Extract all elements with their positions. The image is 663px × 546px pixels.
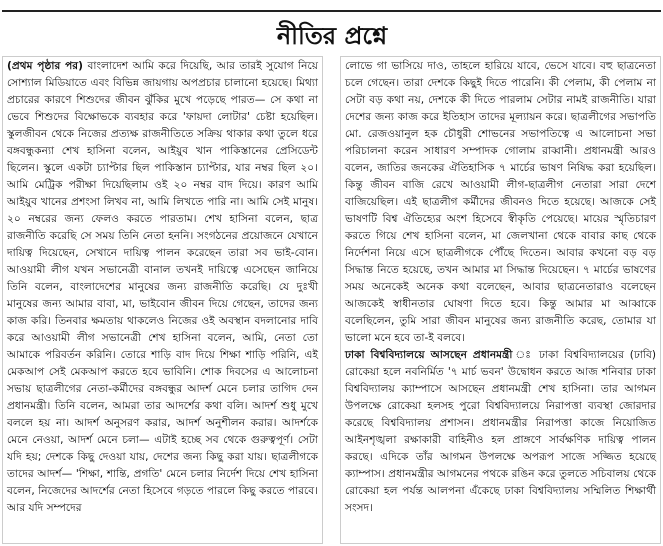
page-title: নীতির প্রশ্নে (276, 22, 388, 50)
left-paragraph (7, 58, 318, 517)
right-paragraph-2 (345, 347, 656, 517)
left-body-text: বাংলাদেশ আমি করে দিয়েছি, আর তারই সুযোগ নিয়ে সোশ্যাল মিডিয়াতে এবং বিভিন্ন জায়গায় অপপ্রচার চালানো হয়েছে। মিথ্যা প্রচারের কারণে শিশুদের জীবন ঝুঁকির মুখে পড়েছে পারত— সে কথা না ভেবে শিশুদের বিক্ষোভকে ব্যবহার করে 'ফায়দা লোটার' চেষ্টা হয়েছিল। স্কুলজীবন থেকে নিজের প্রত্যক্ষ রাজনীতিতে সক্রিয় থাকার কথা তুলে ধরে বঙ্গবন্ধুকন্যা শেখ হাসিনা বলেন, আইয়ুব খান পাকিস্তানের প্রেসিডেন্ট ছিলেন। স্কুলে একটা চ্যাপ্টার ছিল পাকিস্তান চ্যাপ্টার, যার নম্বর ছিল ২০। আমি মেট্রিক পরীক্ষা দিয়েছিলাম ওই ২০ নম্বর বাদ দিয়ে। কারণ আমি আইয়ুব খানের প্রশংসা লিখব না, আমি লিখতে পারি না। আমি সেই মানুষ। ২০ নম্বরের জন্য ফেলও করতে পারতাম। শেখ হাসিনা বলেন, ছাত্র রাজনীতি করেছি সে সময় তিনি নেতা হননি। সংগঠনের প্রয়োজনে যেখানে দায়িত্ব দিয়েছেন, সেখানে দায়িত্ব পালন করেছেন তারা সব ভাই-বোন। আওয়ামী লীগ যখন সভানেত্রী বানাল তখনই দায়িত্বে এসেছেন জানিয়ে তিনি বলেন, বাংলাদেশের মানুষের জন্য রাজনীতি করেছি। যে দুঃখী মানুষের জন্য আমার বাবা, মা, ভাইবোন জীবন দিয়ে গেছেন, তাদের জন্য কাজ করি। তিনবার ক্ষমতায় থাকলেও নিজের ওই অবস্থান বদলানোর দাবি করে আওয়ামী লীগ সভানেত্রী শেখ হাসিনা বলেন, আমি, নেতা তো আমাকে পরিবর্তন করিনি। তোরে শাড়ি বাদ দিয়ে শিক্ষা শাড়ি পরিনি, এই মেকআপ সেই মেকআপ করতে হবে ভাবিনি। শোক দিবসের এ আলোচনা সভায় ছাত্রলীগের নেতা-কর্মীদের বঙ্গবন্ধুর আদর্শ মেনে চলার তাগিদ দেন প্রধানমন্ত্রী। তিনি বলেন, আমরা তার আদর্শের কথা বলি। আদর্শ শুধু মুখে বললে হয় না। আদর্শ অনুসরণ করার, আদর্শ অনুশীলন করার। আদর্শকে মেনে নেওয়া, আদর্শ মেনে চলা— এটাই হচ্ছে সব থেকে গুরুত্বপূর্ণ। সেটা যদি হয়; দেশকে কিছু দেওয়া যায়, দেশের জন্য কিছু করা যায়। ছাত্রলীগকে তাদের আদর্শ— 'শিক্ষা, শান্তি, প্রগতি' মেনে চলার নির্দেশ দিয়ে শেখ হাসিনা বলেন, নিজেদের আদর্শের নেতা হিসেবে গড়তে পারলে কিছু করতে পারবে। আর যদি সম্পদের (7, 60, 318, 514)
top-rule (2, 10, 661, 12)
right-paragraph-1 (345, 58, 656, 347)
page-header (0, 0, 663, 58)
continuation-lead: (প্রথম পৃষ্ঠার পর) (7, 60, 83, 72)
left-column (2, 56, 323, 544)
title-box (258, 18, 406, 58)
right-body-text-2: ঃ ঢাকা বিশ্ববিদ্যালয়ের (ঢাবি) রোকেয়া হলে নবনির্মিত '৭ মার্চ ভবন' উদ্বোধন করতে আজ শনিবার ঢাকা বিশ্ববিদ্যালয় ক্যাম্পাসে আসছেন প্রধানমন্ত্রী শেখ হাসিনা। তার আগমন উপলক্ষে রোকেয়া হলসহ পুরো বিশ্ববিদ্যালয়ে নিরাপত্তা ব্যবস্থা জোরদার করেছে বিশ্ববিদ্যালয় প্রশাসন। প্রধানমন্ত্রীর নিরাপত্তা কাজে নিয়োজিত আইনশৃঙ্খলা রক্ষাকারী বাহিনীও হল প্রাঙ্গণে সার্বক্ষণিক দায়িত্ব পালন করছে। এদিকে তাঁর আগমন উপলক্ষে অপরূপ সাজে সজ্জিত হয়েছে ক্যাম্পাস। প্রধানমন্ত্রীর আগমনের পথকে রঙিন করে তুলতে সচিবালয় থেকে রোকেয়া হল পর্যন্ত আলপনা এঁকেছে ঢাকা বিশ্ববিদ্যালয় সম্মিলিত শিক্ষার্থী সংসদ। (345, 349, 656, 514)
article-columns (2, 56, 661, 544)
right-column (340, 56, 661, 544)
right-body-text-1: লোভে গা ভাসিয়ে দাও, তাহলে হারিয়ে যাবে, ভেসে যাবে। বহু ছাত্রনেতা চলে গেছেন। তারা দেশকে কিছুই দিতে পারেনি। কী পেলাম, কী পেলাম না সেটা বড় কথা নয়, দেশকে কী দিতে পারলাম সেটার নামই রাজনীতি। যারা দেশের জন্য কাজ করে ইতিহাস তাদের মূল্যায়ন করে। ছাত্রলীগের সভাপতি মো. রেজওয়ানুল হক চৌধুরী শোভনের সভাপতিত্বে এ আলোচনা সভা পরিচালনা করেন সাধারণ সম্পাদক গোলাম রাব্বানী। প্রধানমন্ত্রী আরও বলেন, জাতির জনকের ঐতিহাসিক ৭ মার্চের ভাষণ নিষিদ্ধ করা হয়েছিল। কিন্তু জীবন বাজি রেখে আওয়ামী লীগ-ছাত্রলীগ নেতারা সারা দেশে বাজিয়েছিল। এই ছাত্রলীগ কর্মীদের জীবনও দিতে হয়েছে। আজকে সেই ভাষণটি বিশ্ব ঐতিহ্যের অংশ হিসেবে স্বীকৃতি পেয়েছে। মায়ের স্মৃতিচারণ করতে গিয়ে শেখ হাসিনা বলেন, মা জেলখানা থেকে বাবার কাছ থেকে নির্দেশনা নিয়ে এসে ছাত্রলীগকে পৌঁছে দিতেন। আবার কখনো বড় বড় সিদ্ধান্ত নিতে হয়েছে, তখন আমার মা সিদ্ধান্ত দিয়েছেন। ৭ মার্চের ভাষণের সময় অনেকেই অনেক কথা বলেছেন, আবার ছাত্রনেতারাও বলেছেন আজকেই স্বাধীনতার ঘোষণা দিতে হবে। কিন্তু আমার মা আব্বাকে বলেছিলেন, তুমি সারা জীবন মানুষের জন্য রাজনীতি করেছ, তোমার যা ভালো মনে হবে তা-ই বলবে। (345, 60, 656, 344)
news-subhead: ঢাকা বিশ্ববিদ্যালয়ে আসছেন প্রধানমন্ত্রী (345, 349, 513, 361)
